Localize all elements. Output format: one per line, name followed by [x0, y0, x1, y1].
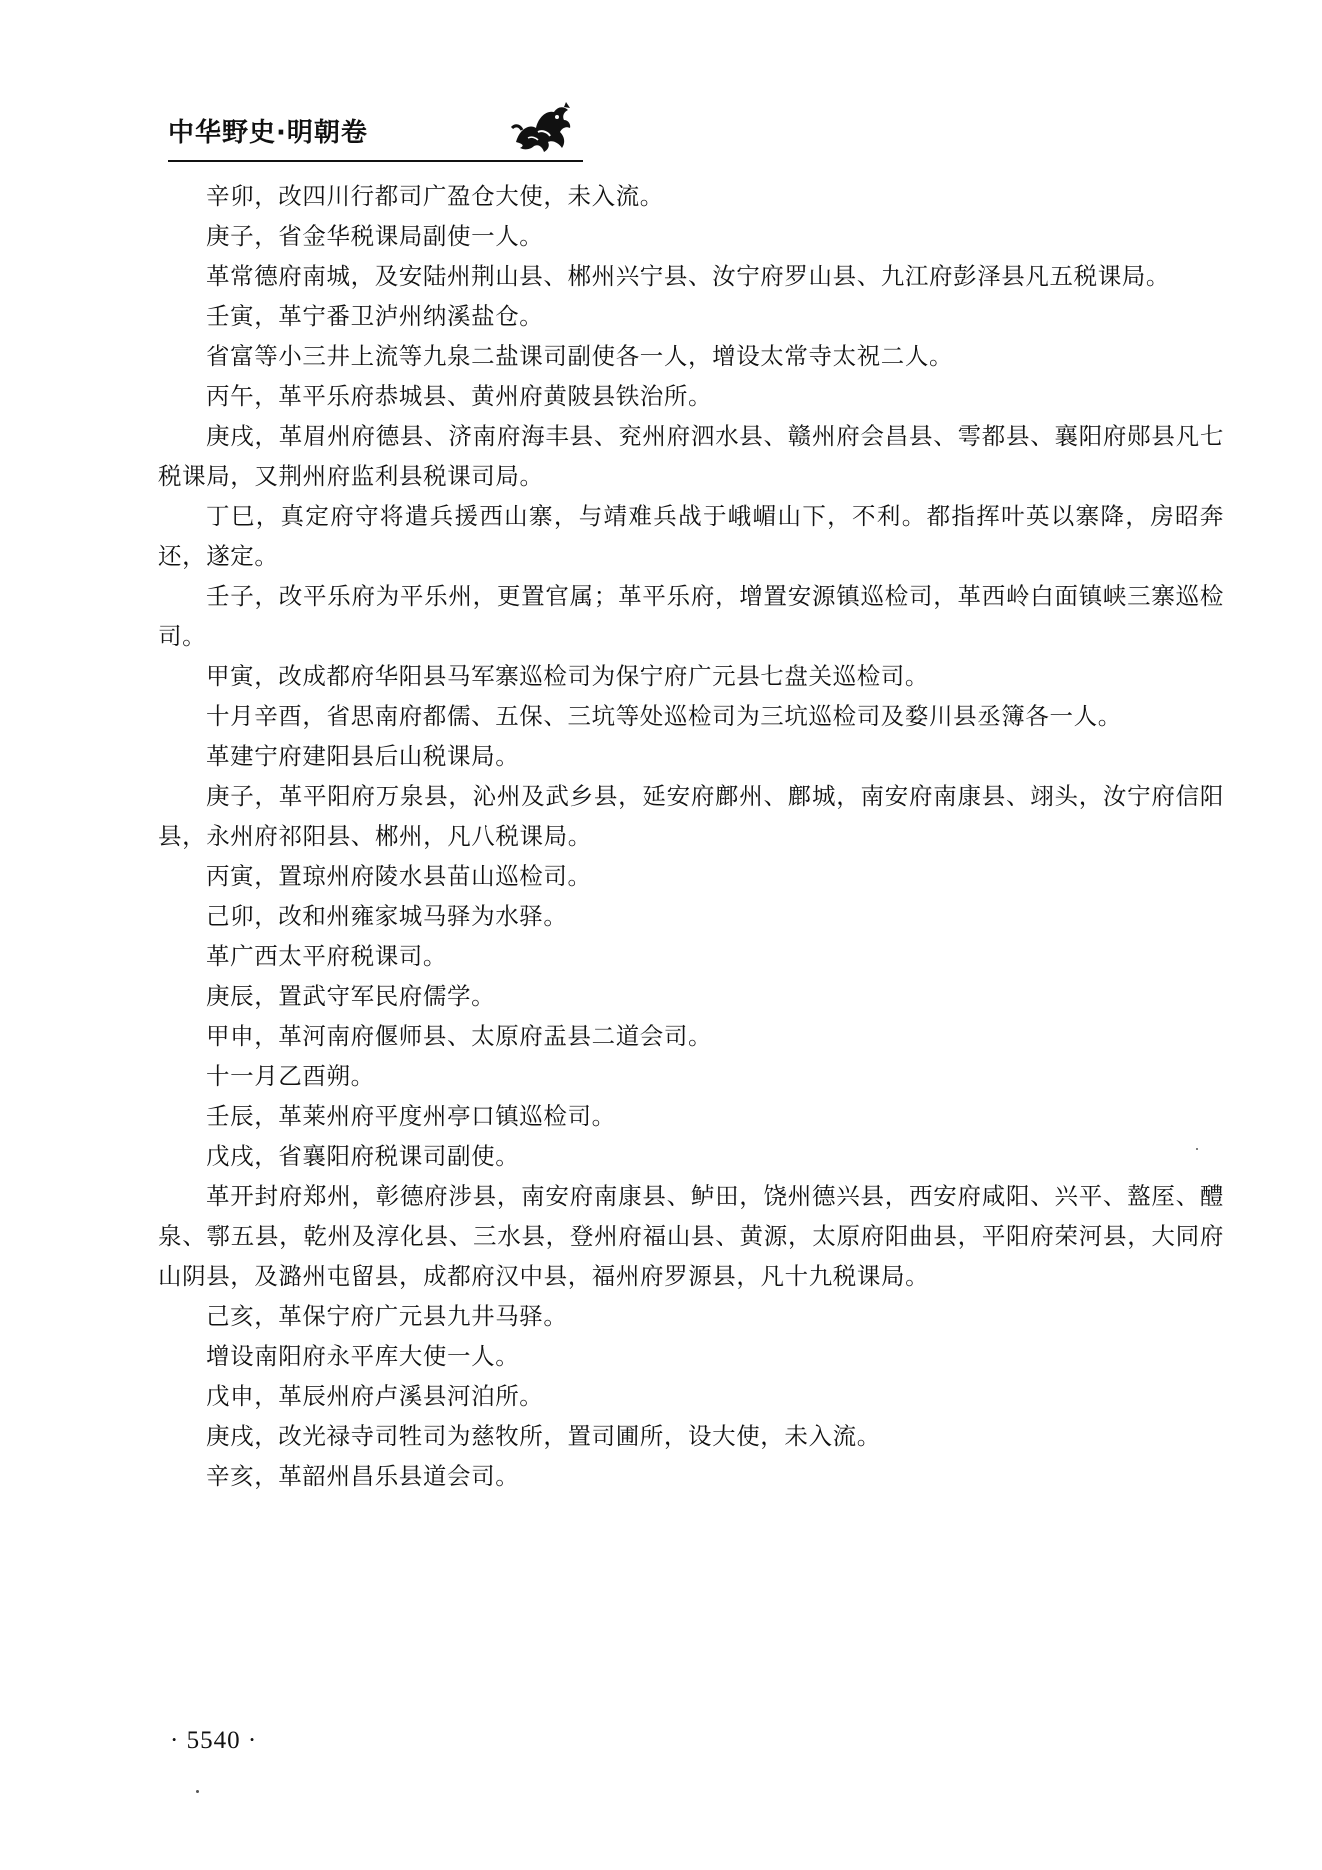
paragraph: 丙寅，置琼州府陵水县苗山巡检司。 — [206, 862, 592, 890]
page-number: · 5540 · — [170, 1727, 258, 1754]
paragraph: 庚辰，置武守军民府儒学。 — [206, 982, 496, 1010]
paragraph: 省富等小三井上流等九泉二盐课司副使各一人，增设太常寺太祝二人。 — [206, 342, 954, 370]
paragraph: 十一月乙酉朔。 — [206, 1062, 375, 1090]
dragon-emblem-icon — [508, 98, 574, 154]
paragraph: 甲申，革河南府偃师县、太原府盂县二道会司。 — [206, 1022, 713, 1050]
paragraph: 戊申，革辰州府卢溪县河泊所。 — [206, 1382, 544, 1410]
paragraph: 庚子，革平阳府万泉县，沁州及武乡县，延安府鄜州、鄜城，南安府南康县、翊头，汝宁府信阳县，永州府祁阳县、郴州，凡八税课局。 — [158, 782, 1224, 850]
paragraph: 丁巳，真定府守将遣兵援西山寨，与靖难兵战于峨嵋山下，不利。都指挥叶英以寨降，房昭奔还，遂定。 — [158, 502, 1224, 570]
paragraph: 辛亥，革韶州昌乐县道会司。 — [206, 1462, 520, 1490]
paragraph: 戊戌，省襄阳府税课司副使。 — [206, 1142, 520, 1170]
paragraph: 辛卯，改四川行都司广盈仓大使，未入流。 — [206, 182, 664, 210]
paragraph: 增设南阳府永平库大使一人。 — [206, 1342, 520, 1370]
paragraph: 丙午，革平乐府恭城县、黄州府黄陂县铁治所。 — [206, 382, 713, 410]
paragraph: 己卯，改和州雍家城马驿为水驿。 — [206, 902, 568, 930]
paragraph: 革广西太平府税课司。 — [206, 942, 447, 970]
book-title: 中华野史·明朝卷 — [168, 118, 368, 148]
scan-speck — [196, 1790, 199, 1793]
running-header — [168, 98, 583, 160]
header-rule — [168, 160, 583, 162]
paragraph: 庚戌，改光禄寺司牲司为慈牧所，置司圃所，设大使，未入流。 — [206, 1422, 881, 1450]
paragraph: 庚戌，革眉州府德县、济南府海丰县、兖州府泗水县、赣州府会昌县、雩都县、襄阳府郧县凡七税课局，又荆州府监利县税课司局。 — [158, 422, 1224, 490]
scan-speck — [1196, 1148, 1198, 1150]
paragraph: 十月辛酉，省思南府都儒、五保、三坑等处巡检司为三坑巡检司及婺川县丞簿各一人。 — [206, 702, 1122, 730]
paragraph: 甲寅，改成都府华阳县马军寨巡检司为保宁府广元县七盘关巡检司。 — [206, 662, 929, 690]
paragraph: 壬寅，革宁番卫泸州纳溪盐仓。 — [206, 302, 544, 330]
paragraph: 革建宁府建阳县后山税课局。 — [206, 742, 520, 770]
paragraph: 己亥，革保宁府广元县九井马驿。 — [206, 1302, 568, 1330]
paragraph: 革开封府郑州，彰德府涉县，南安府南康县、鲈田，饶州德兴县，西安府咸阳、兴平、盩厔、醴泉、鄠五县，乾州及淳化县、三水县，登州府福山县、黄源，太原府阳曲县，平阳府荣河县，大同府山阴县，及潞州屯留县，成都府汉中县，福州府罗源县，凡十九税课局。 — [158, 1182, 1224, 1290]
main-text — [158, 176, 1224, 1496]
paragraph: 壬辰，革莱州府平度州亭口镇巡检司。 — [206, 1102, 616, 1130]
paragraph: 庚子，省金华税课局副使一人。 — [206, 222, 544, 250]
paragraph: 壬子，改平乐府为平乐州，更置官属；革平乐府，增置安源镇巡检司，革西岭白面镇峡三寨巡检司。 — [158, 582, 1224, 650]
paragraph: 革常德府南城，及安陆州荆山县、郴州兴宁县、汝宁府罗山县、九江府彭泽县凡五税课局。 — [206, 262, 1170, 290]
